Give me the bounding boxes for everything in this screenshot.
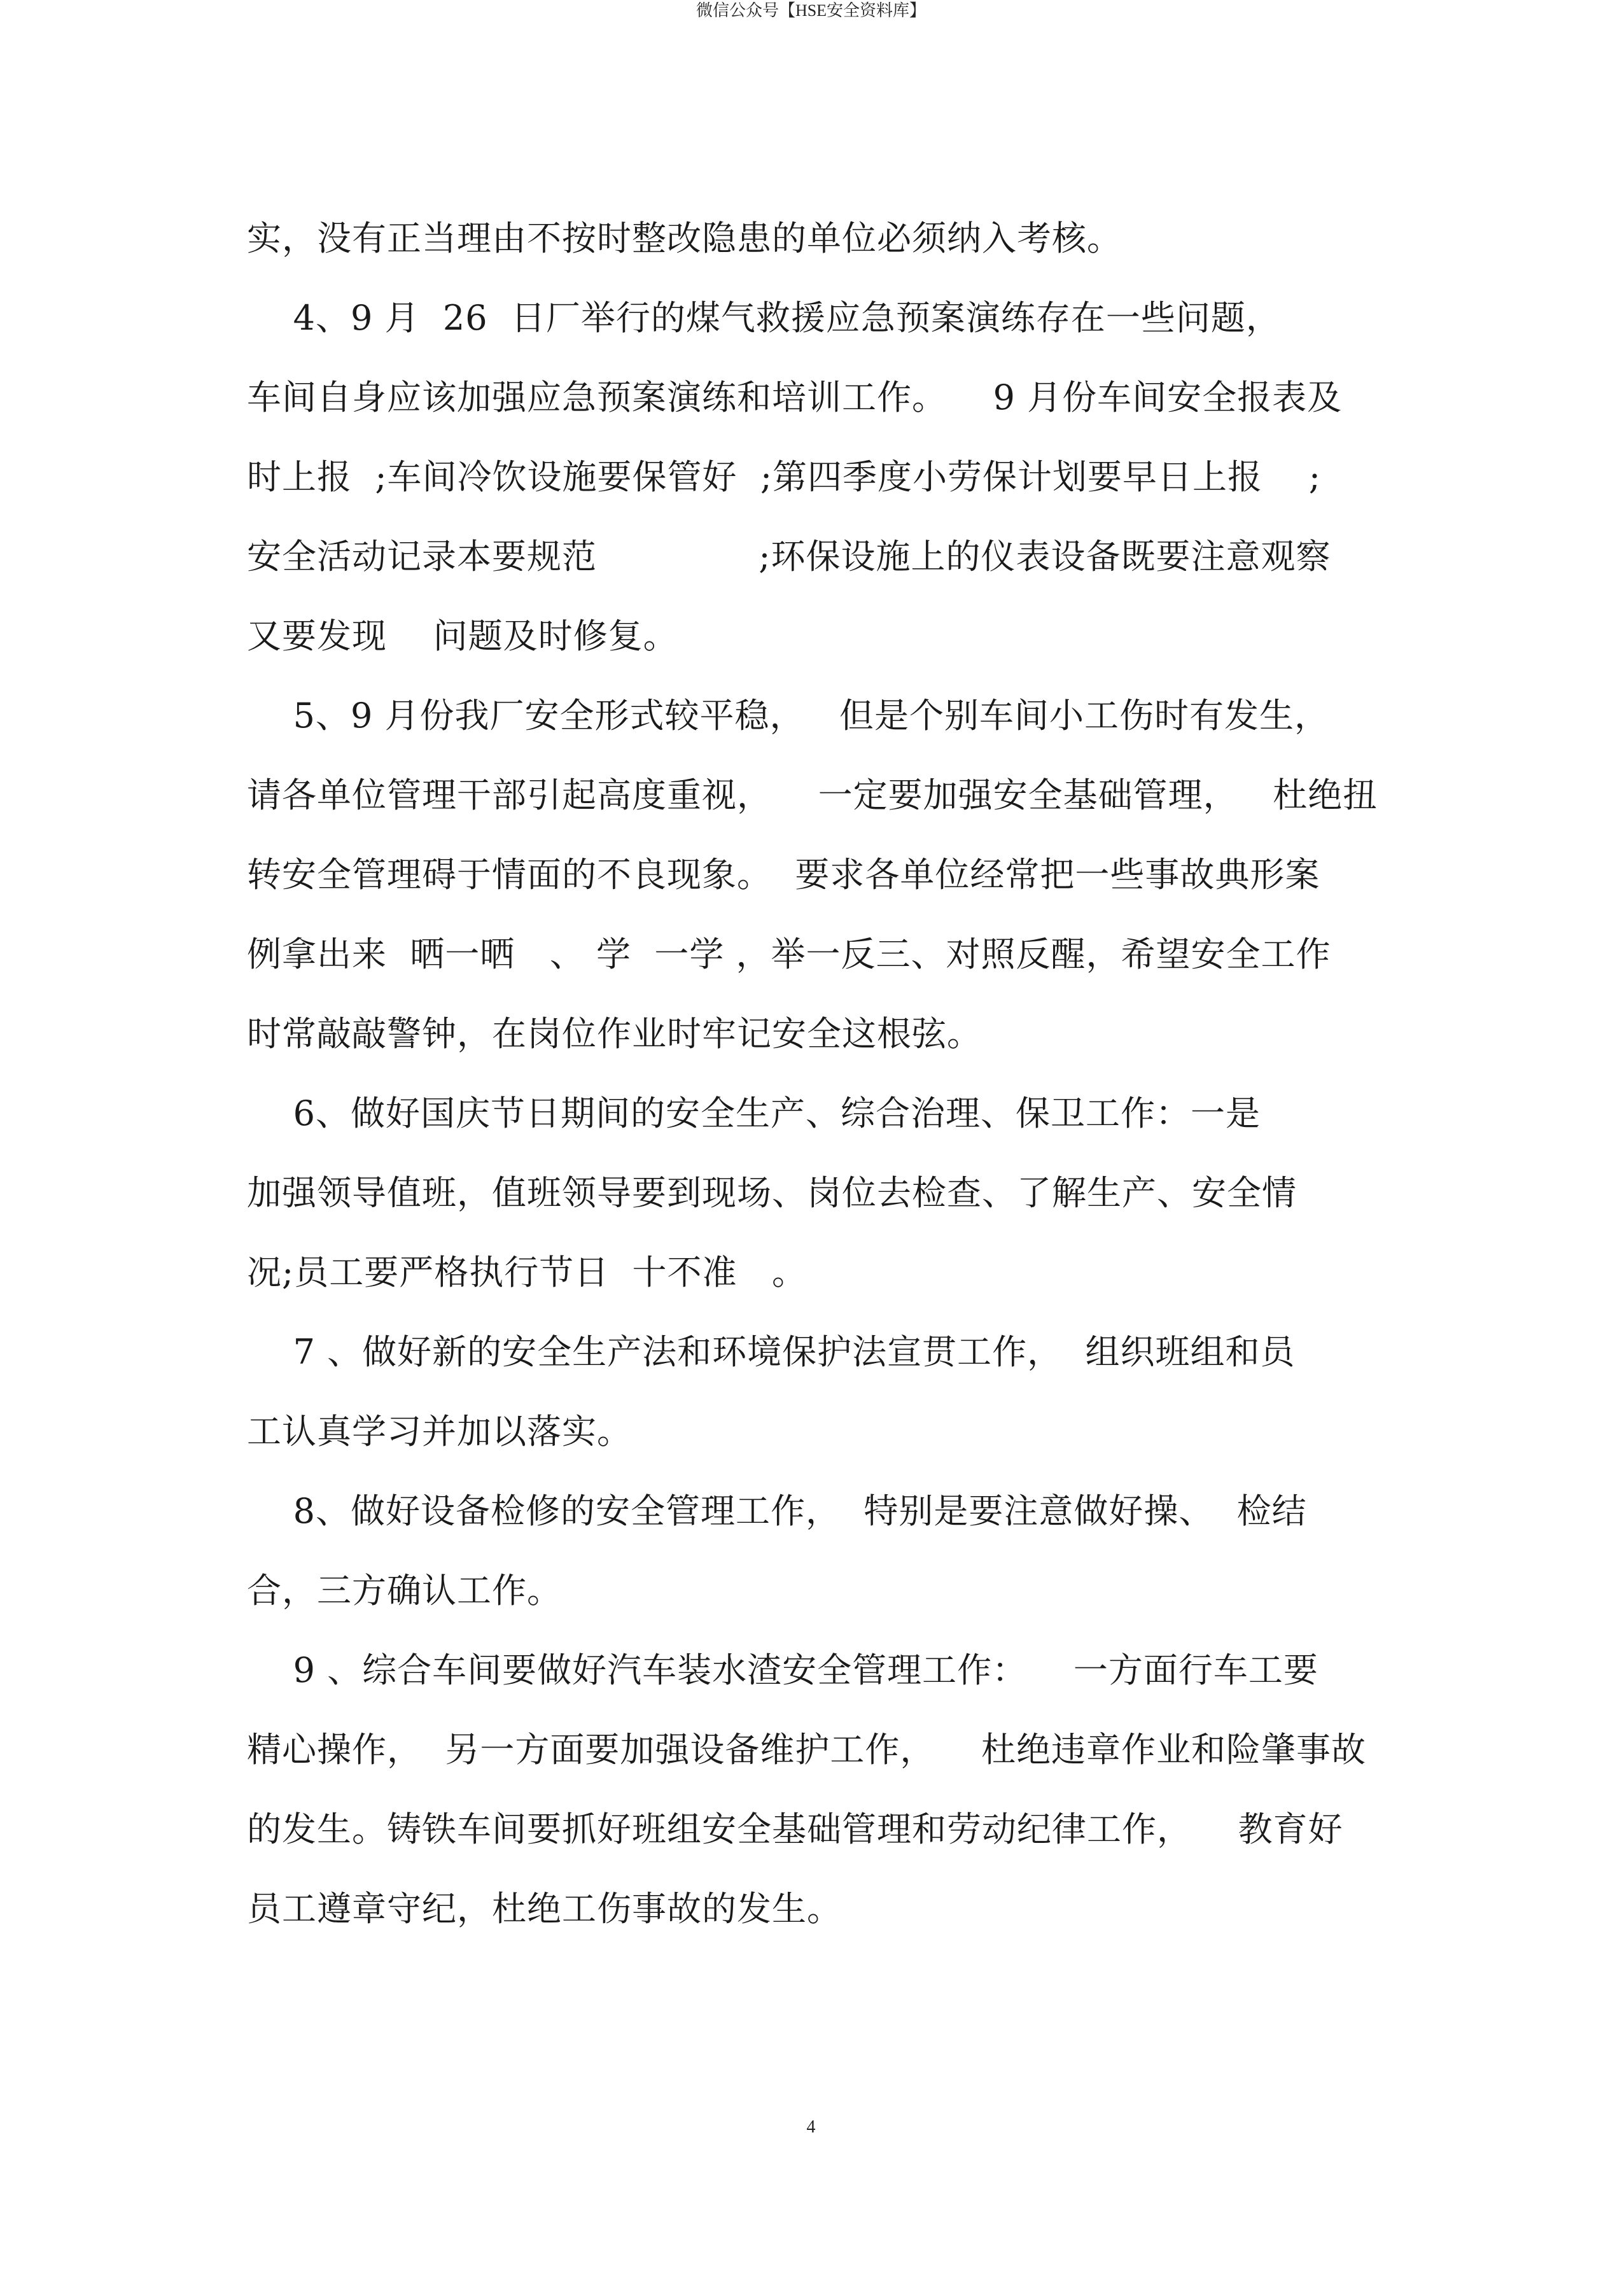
text-line: 例拿出来 晒一晒 、 学 一学 ，举一反三、对照反醒，希望安全工作 bbox=[247, 934, 1331, 974]
text-line: 5、9 月份我厂安全形式较平稳， 但是个别车间小工伤时有发生， bbox=[247, 696, 1330, 736]
text-line: 况;员工要严格执行节日 十不准 。 bbox=[247, 1252, 808, 1292]
header-source-note: 微信公众号【HSE安全资料库】 bbox=[696, 1, 926, 20]
text-line: 时常敲敲警钟，在岗位作业时牢记安全这根弦。 bbox=[247, 1014, 982, 1054]
text-line: 员工遵章守纪，杜绝工伤事故的发生。 bbox=[247, 1889, 842, 1929]
text-line: 又要发现 问题及时修复。 bbox=[247, 616, 678, 656]
text-line: 7 、做好新的安全生产法和环境保护法宣贯工作， 组织班组和员 bbox=[247, 1332, 1296, 1372]
text-line: 的发生。铸铁车间要抓好班组安全基础管理和劳动纪律工作， 教育好 bbox=[247, 1809, 1343, 1849]
text-line: 工认真学习并加以落实。 bbox=[247, 1411, 632, 1452]
text-line: 时上报 ;车间冷饮设施要保管好 ;第四季度小劳保计划要早日上报 ; bbox=[247, 457, 1321, 497]
page-number: 4 bbox=[806, 2117, 816, 2137]
text-line: 车间自身应该加强应急预案演练和培训工作。 9 月份车间安全报表及 bbox=[247, 377, 1343, 417]
text-line: 请各单位管理干部引起高度重视， 一定要加强安全基础管理， 杜绝扭 bbox=[247, 775, 1378, 815]
text-line: 转安全管理碍于情面的不良现象。 要求各单位经常把一些事故典形案 bbox=[247, 855, 1320, 895]
text-line: 精心操作， 另一方面要加强设备维护工作， 杜绝违章作业和险肇事故 bbox=[247, 1730, 1366, 1770]
text-line: 实，没有正当理由不按时整改隐患的单位必须纳入考核。 bbox=[247, 218, 1122, 258]
text-line: 加强领导值班，值班领导要到现场、岗位去检查、了解生产、安全情 bbox=[247, 1173, 1297, 1213]
text-line: 合，三方确认工作。 bbox=[247, 1571, 562, 1611]
text-line: 6、做好国庆节日期间的安全生产、综合治理、保卫工作：一是 bbox=[247, 1093, 1261, 1133]
text-line: 8、做好设备检修的安全管理工作， 特别是要注意做好操、 检结 bbox=[247, 1491, 1307, 1531]
text-line: 9 、综合车间要做好汽车装水渣安全管理工作： 一方面行车工要 bbox=[247, 1650, 1318, 1690]
text-line: 4、9 月 26 日厂举行的煤气救援应急预案演练存在一些问题， bbox=[247, 298, 1281, 338]
text-line: 安全活动记录本要规范 ;环保设施上的仪表设备既要注意观察 bbox=[247, 536, 1331, 577]
